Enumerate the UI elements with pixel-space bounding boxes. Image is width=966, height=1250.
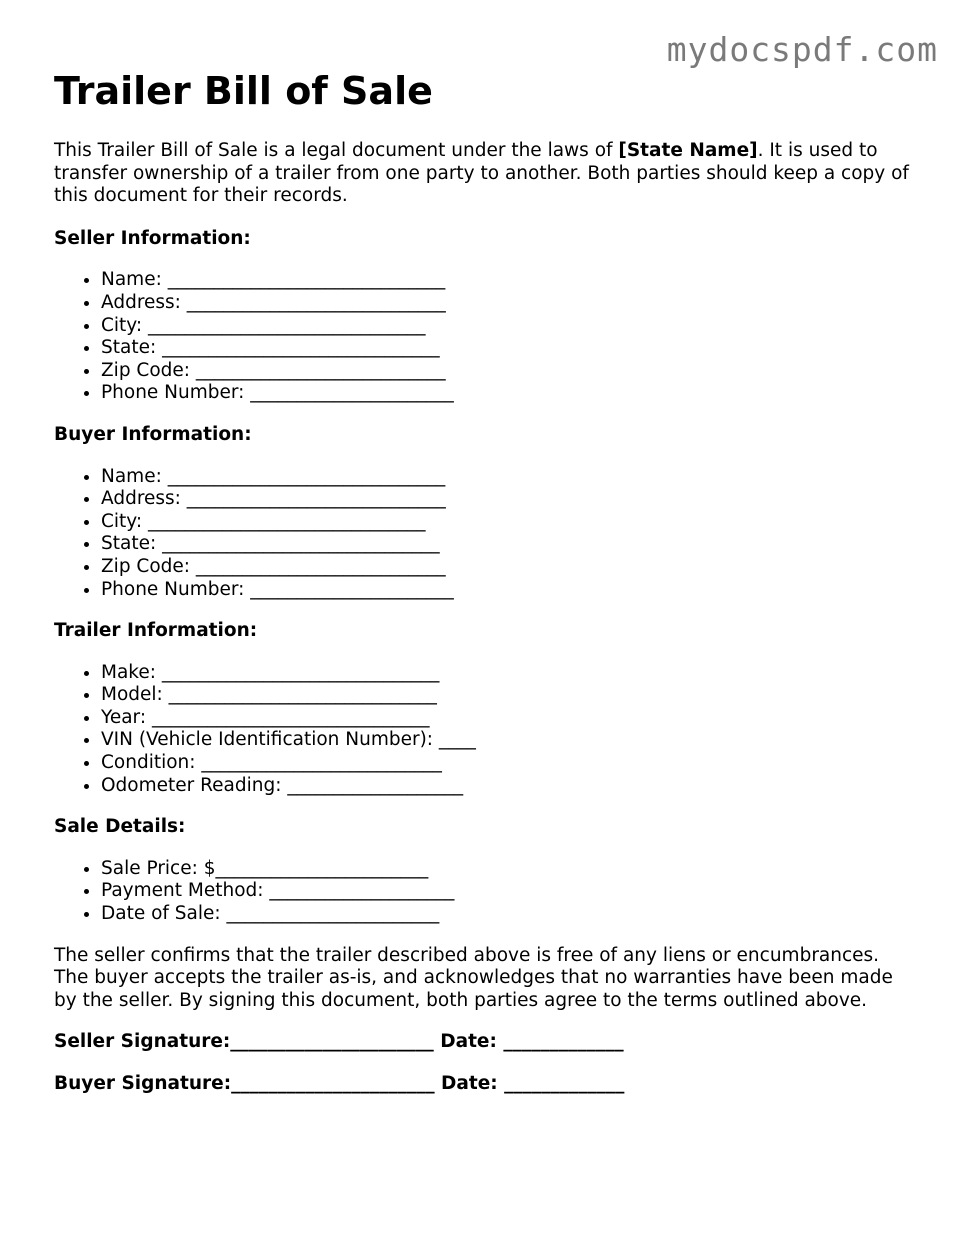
trailer-odometer-field: • Odometer Reading: ___________________ [101, 775, 914, 798]
sale-details-list [54, 858, 914, 926]
buyer-signature-line: Buyer Signature:______________________ Date: _____________ [54, 1073, 625, 1094]
payment-method-field: • Payment Method: ____________________ [101, 880, 914, 903]
buyer-zip-field: • Zip Code: ___________________________ [101, 556, 914, 579]
state-name-placeholder: [State Name] [618, 140, 758, 161]
trailer-make-field: • Make: ______________________________ [101, 662, 914, 685]
document-page [54, 68, 914, 1115]
buyer-address-field: • Address: ____________________________ [101, 488, 914, 511]
buyer-name-field: • Name: ______________________________ [101, 466, 914, 489]
trailer-condition-field: • Condition: __________________________ [101, 752, 914, 775]
buyer-phone-field: • Phone Number: ______________________ [101, 579, 914, 602]
seller-city-field: • City: ______________________________ [101, 315, 914, 338]
page-title: Trailer Bill of Sale [54, 69, 433, 113]
seller-info-list [54, 269, 914, 405]
seller-address-field: • Address: ____________________________ [101, 292, 914, 315]
buyer-info-heading: Buyer Information: [54, 423, 252, 445]
seller-zip-field: • Zip Code: ___________________________ [101, 360, 914, 383]
trailer-model-field: • Model: _____________________________ [101, 684, 914, 707]
seller-signature-line: Seller Signature:______________________ Date: _____________ [54, 1031, 624, 1053]
trailer-year-field: • Year: ______________________________ [101, 707, 914, 730]
seller-name-field: • Name: ______________________________ [101, 269, 914, 292]
watermark: mydocspdf.com [666, 30, 938, 69]
closing-paragraph: The seller confirms that the trailer described above is free of any liens or encumbrances. The buyer accepts the trailer as-is, and acknowledges that no warranties have been made by the seller. By signing this document, both parties agree to the terms outlined above. [54, 944, 893, 1011]
sale-price-field: • Sale Price: $_______________________ [101, 858, 914, 881]
trailer-info-heading: Trailer Information: [54, 620, 258, 642]
buyer-info-list [54, 466, 914, 602]
buyer-city-field: • City: ______________________________ [101, 511, 914, 534]
sale-details-heading: Sale Details: [54, 816, 186, 838]
seller-info-heading: Seller Information: [54, 227, 251, 249]
trailer-info-list [54, 662, 914, 798]
seller-phone-field: • Phone Number: ______________________ [101, 382, 914, 405]
trailer-vin-field: • VIN (Vehicle Identification Number): ____ [101, 729, 914, 752]
date-of-sale-field: • Date of Sale: _______________________ [101, 903, 914, 926]
seller-state-field: • State: ______________________________ [101, 337, 914, 360]
buyer-state-field: • State: ______________________________ [101, 533, 914, 556]
intro-text-before: This Trailer Bill of Sale is a legal document under the laws of [54, 140, 619, 161]
intro-paragraph [54, 140, 914, 208]
intro-text-after: . It is used to transfer ownership of a trailer from one party to another. Both parties should keep a copy of this document for their records. [54, 140, 909, 207]
